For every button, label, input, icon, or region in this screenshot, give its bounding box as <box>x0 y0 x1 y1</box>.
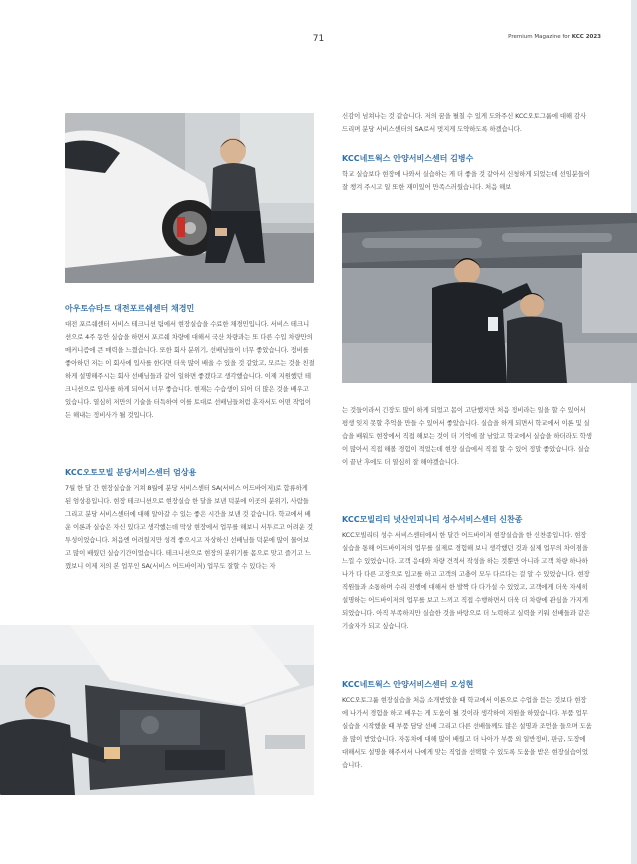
page-number: 71 <box>312 34 325 44</box>
article-kim-byungsu <box>342 153 592 194</box>
article-shin-chanjong <box>342 514 592 633</box>
article-title: KCC네트웍스 안양서비스센터 김병수 <box>342 154 474 163</box>
article-title: KCC모빌리티 넛산인피니티 성수서비스센터 신찬종 <box>342 515 523 524</box>
page-edge-strip <box>631 0 637 864</box>
article-oh-sunghyun <box>342 679 592 772</box>
article-body-continued: 는 것들이라서 긴장도 많이 하게 되었고 몸이 고단했지만 처음 정비라는 일을 할 수 있어서 평생 잊지 못할 추억을 만들 수 있어서 좋았습니다. 실습을 하게 되면서 학교에서 이론 및 실습을 배워도 현장에서 직접 해보는 것이 더 기억에 잘 남았고 학교에서 실습을 하더라도 학생이 많아서 직접 해볼 경험이 적었는데 현장 실습에서 직접 할 수 있어 정말 좋았습니다. 실습이 끝난 후에도 더 열심히 잘 해야겠습니다. <box>342 406 592 466</box>
article-title: 아우토슈타트 대전포르쉐센터 채경민 <box>65 304 195 313</box>
article-body: 7월 한 달 간 현장실습을 거쳐 8월에 분당 서비스센터 SA(서비스 어드바이저)로 합류하게 된 엄상용입니다. 현장 테크니션으로 현장실습 한 달을 보낸 덕분에 이곳의 분위기, 사람들 그리고 분당 서비스센터에 대해 알아갈 수 있는 좋은 시간을 보낸 것 같습니다. 학교에서 배운 이론과 실습은 자신 있다고 생각했는데 막상 현장에서 업무를 해보니 서투르고 어려운 것 투성이었습니다. 처음엔 어려웠지만 성격 좋으시고 자상하신 선배님들 덕분에 많이 물어보고 많이 배웠던 실습기간이었습니다. 테크니션으로 현장의 분위기를 몸으로 맞고 즐기고 느꼈보니 이제 저의 본 업무인 SA(서비스 어드바이저) 업무도 잘할 수 있다는 자 <box>65 484 313 570</box>
article-body-continued: 신감이 넘쳐나는 것 같습니다. 저의 꿈을 펼칠 수 있게 도와주신 KCC오토그룹에 대해 감사드리며 분당 서비스센터의 SA로서 멋지게 도약하도록 하겠습니다. <box>342 112 587 133</box>
article-kim-byungsu-continued <box>342 404 592 469</box>
article-body: KCC오토그룹 현장실습을 처음 소개받았을 때 학교에서 이론으로 수업을 듣는 것보다 현장에 나가서 경험을 하고 배우는 게 도움이 될 것이라 생각하여 지원을 하였습니다. 부품 업무 실습을 시작했을 때 부품 담당 선배 그리고 다른 선배들께도 많은 설명과 조언을 들으며 도움을 많이 받았습니다. 자동차에 대해 많이 배웠고 더 나아가 부품 외 일반정비, 판금, 도장에 대해서도 설명을 해주셔서 나에게 맞는 직업을 선택할 수 있도록 도움을 받은 현장실습이었습니다. <box>342 696 592 769</box>
photo-porsche-technician <box>65 113 314 283</box>
article-title: KCC오토모빌 분당서비스센터 엄상용 <box>65 468 197 477</box>
article-title: KCC네트웍스 안양서비스센터 오성현 <box>342 680 474 689</box>
article-body: 학교 실습보다 현장에 나와서 실습하는 게 더 좋을 것 같아서 신청하게 되었는데 선임분들이 잘 챙겨 주시고 일 또한 재미있어 만족스러웠습니다. 처음 해보 <box>342 170 590 191</box>
magazine-brand: KCC 2023 <box>571 34 601 40</box>
photo-engine-bay-technician <box>0 625 314 795</box>
magazine-header <box>508 34 601 40</box>
article-body: 대전 포르쉐센터 서비스 테크니션 팀에서 현장실습을 수료한 채경민입니다. 서비스 테크니션으로 4주 동안 실습을 하면서 포르쉐 차량에 대해서 국산 차량과는 또 다른 수입 차량만의 메커니즘에 큰 매력을 느꼈습니다. 또한 회사 분위기, 선배님들이 너무 좋았습니다. 정비를 좋아하던 저는 이 회사에 입사를 한다면 더욱 많이 배울 수 있을 것 같았고, 모르는 것을 친절하게 설명해주시는 회사 선배님들과 같이 일하면 좋겠다고 생각했습니다. 이제 지원했던 테크니션으로 입사를 하게 되어서 너무 좋습니다. 현재는 수습생이 되어 더 많은 것을 배우고 있습니다. 열심히 저만의 기술을 터득하여 이를 토대로 선배님들처럼 훈자서도 어떤 작업이든 해내는 정비사가 될 것입니다. <box>65 320 315 419</box>
article-chae-kyungmin <box>65 303 315 422</box>
magazine-prefix: Premium Magazine for <box>508 34 572 40</box>
photo-undercarriage-technicians <box>342 213 637 383</box>
article-body: KCC모빌리티 성수 서비스센터에서 한 달간 어드바이저 현장실습을 한 신찬종입니다. 현장 실습을 통해 어드바이저의 업무를 실제로 경험해 보니 생각했던 것과 실제 업무의 차이점을 느낄 수 있었습니다. 고객 응대와 차량 견적서 작성을 하는 것뿐만 아니라 고객 차량 하나하나가 다 다른 고장으로 입고를 하고 고객의 고충이 모두 다르다는 걸 알 수 있었습니다. 현장 직원들과 소통하며 수리 진행에 대해서 한 발짝 다 다가설 수 있었고, 고객에게 더욱 자세히 설명하는 어드바이저의 업무를 보고 느끼고 직접 수행하면서 더욱 더 차량에 관심을 가지게 되었습니다. 아직 부족하지만 실습한 것을 바탕으로 더 노력하고 실력을 키워 선배들과 같은 기술자가 되고 싶습니다. <box>342 531 590 630</box>
article-eom-sangyong-continued <box>342 110 592 136</box>
article-eom-sangyong <box>65 467 315 573</box>
